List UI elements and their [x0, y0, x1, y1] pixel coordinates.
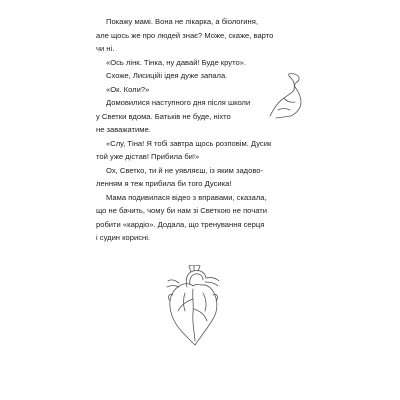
text-line: Мама подивилася відео з вправами, сказала, [106, 192, 267, 202]
paragraph-5 [96, 96, 272, 137]
text-line: Схоже, Лисиційі ідея дуже запала. [106, 71, 228, 80]
text-line: і судин корисні. [96, 233, 150, 242]
flexed-arm-icon [264, 72, 308, 120]
paragraph-7 [96, 164, 272, 191]
paragraph-6 [96, 137, 272, 164]
text-line: робити «кардіо». Додала, що тренування серця [96, 219, 265, 229]
paragraph-8 [96, 191, 272, 245]
paragraph-1 [96, 15, 272, 56]
heart-icon [163, 265, 223, 347]
text-line: той уже дістав! Прибила би!» [96, 152, 200, 161]
paragraph-2 [96, 56, 272, 70]
text-line: Покажу мамі. Вона не лікарка, а біологиня, [106, 17, 258, 26]
text-line: ленням я теж прибила би того Дусика! [96, 179, 232, 188]
text-line: що не бачить, чому би нам зі Светкою не почати [96, 206, 267, 215]
text-line: чи ні. [96, 44, 115, 53]
text-line: Домовилися наступного дня після школи [106, 98, 251, 107]
text-line: «Ось лінк. Тінка, ну давай! Буде круто». [106, 57, 247, 67]
text-line: не заважатиме. [96, 125, 151, 134]
text-line: «Слу, Тіна! Я тобі завтра щось розповім. Дусик [106, 138, 272, 148]
paragraph-4 [96, 83, 272, 97]
text-line: Ох, Светко, ти й не уявляєш, із яким задово- [106, 165, 264, 175]
paragraph-3 [96, 69, 272, 83]
text-line: «Ок. Коли?» [106, 84, 150, 94]
body-text [96, 15, 272, 245]
text-line: але щось же про людей знає? Може, скаже, варто [96, 30, 274, 40]
text-line: у Светки вдома. Батьків не буде, ніхто [96, 111, 231, 121]
